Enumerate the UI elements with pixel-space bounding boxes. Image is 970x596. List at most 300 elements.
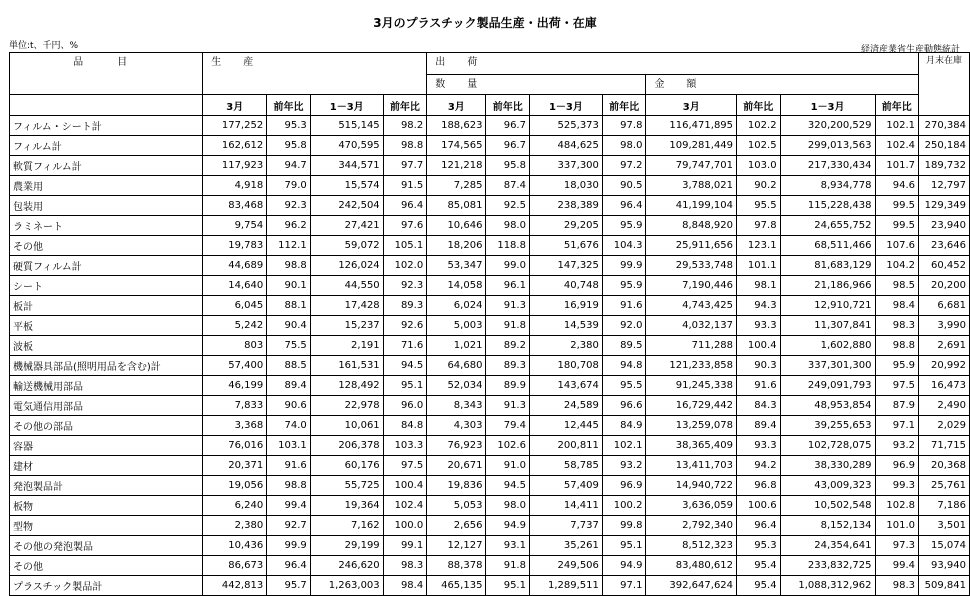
table-cell: 95.9 bbox=[875, 356, 919, 376]
table-cell: 84.8 bbox=[383, 416, 427, 436]
table-row bbox=[10, 196, 970, 216]
table-cell: 87.4 bbox=[486, 176, 530, 196]
table-cell: 2,380 bbox=[203, 516, 267, 536]
table-cell: 5,242 bbox=[203, 316, 267, 336]
table-row bbox=[10, 436, 970, 456]
table-cell: 94.7 bbox=[267, 156, 311, 176]
table-cell: 81,683,129 bbox=[780, 256, 875, 276]
table-cell: 2,691 bbox=[919, 336, 970, 356]
table-cell: 43,009,323 bbox=[780, 476, 875, 496]
table-cell: 10,061 bbox=[310, 416, 383, 436]
table-cell: 162,612 bbox=[203, 136, 267, 156]
table-cell: 64,680 bbox=[427, 356, 486, 376]
table-cell: 337,300 bbox=[529, 156, 602, 176]
row-label: フィルム・シート計 bbox=[10, 116, 203, 136]
table-cell: 98.0 bbox=[486, 496, 530, 516]
table-cell: 98.5 bbox=[875, 276, 919, 296]
table-cell: 161,531 bbox=[310, 356, 383, 376]
table-cell: 91.8 bbox=[486, 556, 530, 576]
table-cell: 189,732 bbox=[919, 156, 970, 176]
table-cell: 200,811 bbox=[529, 436, 602, 456]
table-cell: 7,162 bbox=[310, 516, 383, 536]
table-cell: 96.7 bbox=[486, 136, 530, 156]
table-cell: 7,190,446 bbox=[646, 276, 737, 296]
header-month: 3月 bbox=[203, 95, 267, 116]
table-cell: 20,368 bbox=[919, 456, 970, 476]
table-cell: 95.5 bbox=[737, 196, 781, 216]
table-cell: 16,729,442 bbox=[646, 396, 737, 416]
table-cell: 98.0 bbox=[486, 216, 530, 236]
table-cell: 121,218 bbox=[427, 156, 486, 176]
table-cell: 89.4 bbox=[737, 416, 781, 436]
table-cell: 14,640 bbox=[203, 276, 267, 296]
table-cell: 10,436 bbox=[203, 536, 267, 556]
table-cell: 242,504 bbox=[310, 196, 383, 216]
row-label: 平板 bbox=[10, 316, 203, 336]
table-row bbox=[10, 556, 970, 576]
table-cell: 90.4 bbox=[267, 316, 311, 336]
table-cell: 76,016 bbox=[203, 436, 267, 456]
table-cell: 2,029 bbox=[919, 416, 970, 436]
table-cell: 123.1 bbox=[737, 236, 781, 256]
table-cell: 96.4 bbox=[383, 196, 427, 216]
table-cell: 79.0 bbox=[267, 176, 311, 196]
table-cell: 93.1 bbox=[486, 536, 530, 556]
header-shipment: 出 荷 bbox=[427, 53, 919, 75]
table-cell: 99.4 bbox=[267, 496, 311, 516]
row-label: その他の発泡製品 bbox=[10, 536, 203, 556]
table-cell: 98.1 bbox=[737, 276, 781, 296]
table-cell: 118.8 bbox=[486, 236, 530, 256]
header-yoy: 前年比 bbox=[383, 95, 427, 116]
table-cell: 100.6 bbox=[737, 496, 781, 516]
table-cell: 12,127 bbox=[427, 536, 486, 556]
table-cell: 101.7 bbox=[875, 156, 919, 176]
table-cell: 51,676 bbox=[529, 236, 602, 256]
table-cell: 177,252 bbox=[203, 116, 267, 136]
table-cell: 337,301,300 bbox=[780, 356, 875, 376]
table-cell: 91.6 bbox=[737, 376, 781, 396]
table-cell: 112.1 bbox=[267, 236, 311, 256]
header-ytd: 1－3月 bbox=[780, 95, 875, 116]
table-cell: 85,081 bbox=[427, 196, 486, 216]
table-cell: 88,378 bbox=[427, 556, 486, 576]
row-label: 建材 bbox=[10, 456, 203, 476]
table-cell: 99.9 bbox=[267, 536, 311, 556]
table-cell: 96.0 bbox=[383, 396, 427, 416]
table-cell: 98.4 bbox=[875, 296, 919, 316]
table-cell: 6,240 bbox=[203, 496, 267, 516]
table-cell: 5,003 bbox=[427, 316, 486, 336]
table-cell: 102.8 bbox=[875, 496, 919, 516]
row-label: 型物 bbox=[10, 516, 203, 536]
table-cell: 96.4 bbox=[267, 556, 311, 576]
table-cell: 93.2 bbox=[602, 456, 646, 476]
table-cell: 24,589 bbox=[529, 396, 602, 416]
table-cell: 15,574 bbox=[310, 176, 383, 196]
table-cell: 24,354,641 bbox=[780, 536, 875, 556]
table-cell: 89.5 bbox=[602, 336, 646, 356]
table-cell: 95.1 bbox=[383, 376, 427, 396]
table-cell: 79.4 bbox=[486, 416, 530, 436]
table-cell: 16,919 bbox=[529, 296, 602, 316]
table-cell: 97.2 bbox=[602, 156, 646, 176]
row-label: 容器 bbox=[10, 436, 203, 456]
table-cell: 99.5 bbox=[875, 196, 919, 216]
table-cell: 8,512,323 bbox=[646, 536, 737, 556]
table-cell: 102.4 bbox=[383, 496, 427, 516]
header-yoy: 前年比 bbox=[486, 95, 530, 116]
table-row bbox=[10, 276, 970, 296]
table-cell: 104.3 bbox=[602, 236, 646, 256]
table-cell: 18,206 bbox=[427, 236, 486, 256]
table-cell: 14,411 bbox=[529, 496, 602, 516]
table-cell: 97.1 bbox=[602, 576, 646, 596]
table-cell: 93.3 bbox=[737, 436, 781, 456]
table-row bbox=[10, 316, 970, 336]
table-cell: 4,743,425 bbox=[646, 296, 737, 316]
table-cell: 180,708 bbox=[529, 356, 602, 376]
table-cell: 89.4 bbox=[267, 376, 311, 396]
table-row bbox=[10, 576, 970, 596]
row-label: 波板 bbox=[10, 336, 203, 356]
table-cell: 84.3 bbox=[737, 396, 781, 416]
table-cell: 5,053 bbox=[427, 496, 486, 516]
table-cell: 96.4 bbox=[602, 196, 646, 216]
table-cell: 99.4 bbox=[875, 556, 919, 576]
header-stock: 月末在庫 bbox=[919, 53, 970, 116]
table-cell: 94.5 bbox=[383, 356, 427, 376]
table-cell: 8,343 bbox=[427, 396, 486, 416]
table-cell: 95.9 bbox=[602, 276, 646, 296]
table-row bbox=[10, 376, 970, 396]
header-item: 品 目 bbox=[10, 53, 203, 95]
table-cell: 96.2 bbox=[267, 216, 311, 236]
table-cell: 98.8 bbox=[267, 256, 311, 276]
table-cell: 94.5 bbox=[486, 476, 530, 496]
table-cell: 442,813 bbox=[203, 576, 267, 596]
table-cell: 99.1 bbox=[383, 536, 427, 556]
row-label: その他 bbox=[10, 236, 203, 256]
table-cell: 57,409 bbox=[529, 476, 602, 496]
table-cell: 86,673 bbox=[203, 556, 267, 576]
table-cell: 96.4 bbox=[737, 516, 781, 536]
table-cell: 10,646 bbox=[427, 216, 486, 236]
table-cell: 98.3 bbox=[383, 556, 427, 576]
table-cell: 126,024 bbox=[310, 256, 383, 276]
table-cell: 104.2 bbox=[875, 256, 919, 276]
table-cell: 96.7 bbox=[486, 116, 530, 136]
table-cell: 246,620 bbox=[310, 556, 383, 576]
table-cell: 68,511,466 bbox=[780, 236, 875, 256]
table-cell: 7,737 bbox=[529, 516, 602, 536]
table-cell: 19,056 bbox=[203, 476, 267, 496]
table-cell: 84.9 bbox=[602, 416, 646, 436]
table-cell: 515,145 bbox=[310, 116, 383, 136]
table-cell: 92.5 bbox=[486, 196, 530, 216]
table-cell: 90.3 bbox=[737, 356, 781, 376]
table-cell: 89.3 bbox=[486, 356, 530, 376]
row-label: シート bbox=[10, 276, 203, 296]
table-row bbox=[10, 416, 970, 436]
table-cell: 116,471,895 bbox=[646, 116, 737, 136]
table-cell: 15,074 bbox=[919, 536, 970, 556]
table-cell: 29,205 bbox=[529, 216, 602, 236]
table-cell: 1,088,312,962 bbox=[780, 576, 875, 596]
table-cell: 16,473 bbox=[919, 376, 970, 396]
header-yoy: 前年比 bbox=[267, 95, 311, 116]
table-cell: 233,832,725 bbox=[780, 556, 875, 576]
table-cell: 6,024 bbox=[427, 296, 486, 316]
table-cell: 58,785 bbox=[529, 456, 602, 476]
table-cell: 20,992 bbox=[919, 356, 970, 376]
table-cell: 188,623 bbox=[427, 116, 486, 136]
table-row bbox=[10, 476, 970, 496]
table-cell: 14,539 bbox=[529, 316, 602, 336]
table-cell: 7,285 bbox=[427, 176, 486, 196]
table-cell: 1,021 bbox=[427, 336, 486, 356]
row-label: プラスチック製品計 bbox=[10, 576, 203, 596]
table-cell: 52,034 bbox=[427, 376, 486, 396]
subheader-row bbox=[10, 95, 970, 116]
table-cell: 38,365,409 bbox=[646, 436, 737, 456]
row-label: その他の部品 bbox=[10, 416, 203, 436]
table-cell: 95.3 bbox=[737, 536, 781, 556]
table-cell: 98.8 bbox=[875, 336, 919, 356]
table-cell: 105.1 bbox=[383, 236, 427, 256]
table-row bbox=[10, 296, 970, 316]
table-cell: 91.8 bbox=[486, 316, 530, 336]
table-cell: 98.2 bbox=[383, 116, 427, 136]
table-cell: 101.0 bbox=[875, 516, 919, 536]
table-cell: 15,237 bbox=[310, 316, 383, 336]
table-cell: 41,199,104 bbox=[646, 196, 737, 216]
table-cell: 465,135 bbox=[427, 576, 486, 596]
table-cell: 7,833 bbox=[203, 396, 267, 416]
statistics-table bbox=[9, 52, 970, 596]
table-cell: 93.3 bbox=[737, 316, 781, 336]
table-cell: 91.0 bbox=[486, 456, 530, 476]
table-cell: 95.4 bbox=[737, 556, 781, 576]
table-cell: 96.1 bbox=[486, 276, 530, 296]
header-yoy: 前年比 bbox=[875, 95, 919, 116]
table-cell: 143,674 bbox=[529, 376, 602, 396]
table-cell: 11,307,841 bbox=[780, 316, 875, 336]
table-cell: 95.5 bbox=[602, 376, 646, 396]
table-row bbox=[10, 516, 970, 536]
table-cell: 96.6 bbox=[602, 396, 646, 416]
table-cell: 87.9 bbox=[875, 396, 919, 416]
table-cell: 98.3 bbox=[875, 576, 919, 596]
table-cell: 95.3 bbox=[267, 116, 311, 136]
table-cell: 102.0 bbox=[383, 256, 427, 276]
table-row bbox=[10, 116, 970, 136]
table-cell: 249,091,793 bbox=[780, 376, 875, 396]
table-cell: 97.6 bbox=[383, 216, 427, 236]
table-cell: 102.1 bbox=[602, 436, 646, 456]
table-cell: 103.1 bbox=[267, 436, 311, 456]
table-row bbox=[10, 336, 970, 356]
table-cell: 94.6 bbox=[875, 176, 919, 196]
table-cell: 8,848,920 bbox=[646, 216, 737, 236]
header-yoy: 前年比 bbox=[737, 95, 781, 116]
table-cell: 299,013,563 bbox=[780, 136, 875, 156]
table-cell: 100.2 bbox=[602, 496, 646, 516]
table-cell: 99.3 bbox=[875, 476, 919, 496]
table-cell: 44,689 bbox=[203, 256, 267, 276]
table-cell: 8,934,778 bbox=[780, 176, 875, 196]
table-cell: 79,747,701 bbox=[646, 156, 737, 176]
row-label: 機械器具部品(照明用品を含む)計 bbox=[10, 356, 203, 376]
table-cell: 9,754 bbox=[203, 216, 267, 236]
table-cell: 206,378 bbox=[310, 436, 383, 456]
table-cell: 98.8 bbox=[383, 136, 427, 156]
table-cell: 1,289,511 bbox=[529, 576, 602, 596]
table-cell: 24,655,752 bbox=[780, 216, 875, 236]
table-cell: 20,200 bbox=[919, 276, 970, 296]
table-cell: 44,550 bbox=[310, 276, 383, 296]
table-cell: 18,030 bbox=[529, 176, 602, 196]
table-cell: 320,200,529 bbox=[780, 116, 875, 136]
table-cell: 2,792,340 bbox=[646, 516, 737, 536]
table-cell: 102.5 bbox=[737, 136, 781, 156]
table-row bbox=[10, 356, 970, 376]
table-cell: 57,400 bbox=[203, 356, 267, 376]
table-cell: 48,953,854 bbox=[780, 396, 875, 416]
table-cell: 89.2 bbox=[486, 336, 530, 356]
table-row bbox=[10, 136, 970, 156]
table-cell: 97.8 bbox=[602, 116, 646, 136]
table-cell: 35,261 bbox=[529, 536, 602, 556]
table-cell: 39,255,653 bbox=[780, 416, 875, 436]
table-cell: 2,191 bbox=[310, 336, 383, 356]
table-cell: 98.0 bbox=[602, 136, 646, 156]
table-cell: 217,330,434 bbox=[780, 156, 875, 176]
table-cell: 115,228,438 bbox=[780, 196, 875, 216]
table-cell: 90.1 bbox=[267, 276, 311, 296]
table-cell: 250,184 bbox=[919, 136, 970, 156]
table-body bbox=[10, 116, 970, 596]
table-cell: 90.6 bbox=[267, 396, 311, 416]
table-cell: 2,656 bbox=[427, 516, 486, 536]
table-cell: 98.8 bbox=[267, 476, 311, 496]
table-cell: 238,389 bbox=[529, 196, 602, 216]
table-cell: 17,428 bbox=[310, 296, 383, 316]
row-label: 軟質フィルム計 bbox=[10, 156, 203, 176]
table-cell: 76,923 bbox=[427, 436, 486, 456]
row-label: フィルム計 bbox=[10, 136, 203, 156]
table-cell: 89.9 bbox=[486, 376, 530, 396]
table-cell: 509,841 bbox=[919, 576, 970, 596]
row-label: ラミネート bbox=[10, 216, 203, 236]
table-cell: 3,501 bbox=[919, 516, 970, 536]
table-cell: 102.4 bbox=[875, 136, 919, 156]
table-cell: 102,728,075 bbox=[780, 436, 875, 456]
table-cell: 27,421 bbox=[310, 216, 383, 236]
table-cell: 94.9 bbox=[486, 516, 530, 536]
table-cell: 13,411,703 bbox=[646, 456, 737, 476]
table-cell: 92.6 bbox=[383, 316, 427, 336]
table-cell: 129,349 bbox=[919, 196, 970, 216]
table-cell: 117,923 bbox=[203, 156, 267, 176]
table-cell: 38,330,289 bbox=[780, 456, 875, 476]
table-cell: 1,602,880 bbox=[780, 336, 875, 356]
table-cell: 7,186 bbox=[919, 496, 970, 516]
row-label: 発泡製品計 bbox=[10, 476, 203, 496]
table-cell: 25,761 bbox=[919, 476, 970, 496]
table-cell: 97.5 bbox=[875, 376, 919, 396]
table-cell: 92.0 bbox=[602, 316, 646, 336]
table-cell: 19,364 bbox=[310, 496, 383, 516]
table-cell: 91.6 bbox=[267, 456, 311, 476]
table-cell: 99.5 bbox=[875, 216, 919, 236]
table-cell: 99.0 bbox=[486, 256, 530, 276]
table-cell: 55,725 bbox=[310, 476, 383, 496]
page-title: 3月のプラスチック製品生産・出荷・在庫 bbox=[373, 16, 597, 30]
table-cell: 19,783 bbox=[203, 236, 267, 256]
table-row bbox=[10, 456, 970, 476]
header-quantity: 数 量 bbox=[427, 75, 646, 95]
table-row bbox=[10, 536, 970, 556]
table-cell: 109,281,449 bbox=[646, 136, 737, 156]
table-cell: 99.9 bbox=[602, 256, 646, 276]
table-cell: 88.1 bbox=[267, 296, 311, 316]
table-cell: 74.0 bbox=[267, 416, 311, 436]
table-cell: 128,492 bbox=[310, 376, 383, 396]
table-cell: 98.4 bbox=[383, 576, 427, 596]
table-cell: 174,565 bbox=[427, 136, 486, 156]
table-cell: 20,671 bbox=[427, 456, 486, 476]
table-cell: 83,468 bbox=[203, 196, 267, 216]
table-cell: 53,347 bbox=[427, 256, 486, 276]
table-cell: 6,045 bbox=[203, 296, 267, 316]
table-cell: 21,186,966 bbox=[780, 276, 875, 296]
table-cell: 97.7 bbox=[383, 156, 427, 176]
table-cell: 2,380 bbox=[529, 336, 602, 356]
table-row bbox=[10, 236, 970, 256]
header-ytd: 1－3月 bbox=[310, 95, 383, 116]
row-label: 包装用 bbox=[10, 196, 203, 216]
table-cell: 12,797 bbox=[919, 176, 970, 196]
table-cell: 803 bbox=[203, 336, 267, 356]
table-cell: 484,625 bbox=[529, 136, 602, 156]
table-cell: 95.1 bbox=[602, 536, 646, 556]
table-cell: 95.4 bbox=[737, 576, 781, 596]
table-cell: 101.1 bbox=[737, 256, 781, 276]
table-cell: 102.1 bbox=[875, 116, 919, 136]
table-cell: 95.9 bbox=[602, 216, 646, 236]
table-row bbox=[10, 216, 970, 236]
table-cell: 71,715 bbox=[919, 436, 970, 456]
table-cell: 4,303 bbox=[427, 416, 486, 436]
table-cell: 91,245,338 bbox=[646, 376, 737, 396]
table-cell: 97.8 bbox=[737, 216, 781, 236]
table-cell: 99.8 bbox=[602, 516, 646, 536]
table-cell: 60,176 bbox=[310, 456, 383, 476]
table-cell: 83,480,612 bbox=[646, 556, 737, 576]
table-row bbox=[10, 256, 970, 276]
table-cell: 147,325 bbox=[529, 256, 602, 276]
table-cell: 4,032,137 bbox=[646, 316, 737, 336]
source-note: 経済産業省生産動態統計 bbox=[860, 45, 960, 55]
table-cell: 525,373 bbox=[529, 116, 602, 136]
table-cell: 13,259,078 bbox=[646, 416, 737, 436]
table-cell: 94.2 bbox=[737, 456, 781, 476]
table-cell: 93,940 bbox=[919, 556, 970, 576]
table-row bbox=[10, 156, 970, 176]
table-cell: 95.8 bbox=[267, 136, 311, 156]
table-cell: 14,940,722 bbox=[646, 476, 737, 496]
